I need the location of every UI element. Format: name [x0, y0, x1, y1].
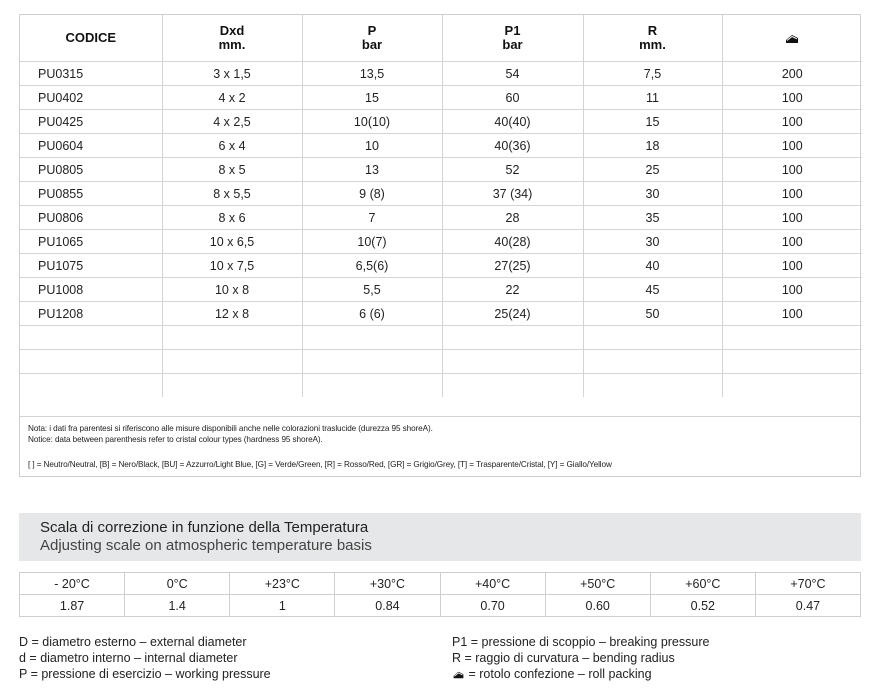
- cell-r: 11: [583, 86, 722, 110]
- cell-p1: 25(24): [442, 302, 583, 326]
- temperature-cell: +23°C: [230, 573, 335, 595]
- temperature-title-english: Adjusting scale on atmospheric temperature basis: [40, 537, 372, 554]
- cell-r: 35: [583, 206, 722, 230]
- table-row: [20, 110, 862, 134]
- empty-cell: [583, 350, 722, 374]
- factor-cell: 0.70: [440, 595, 545, 617]
- cell-codice: PU0855: [20, 182, 162, 206]
- spec-header-row: [20, 15, 862, 62]
- cell-r: 30: [583, 182, 722, 206]
- cell-qty: 100: [722, 134, 862, 158]
- temperature-cell: +60°C: [650, 573, 755, 595]
- factor-cell: 1.4: [125, 595, 230, 617]
- cell-p: 6,5(6): [302, 254, 442, 278]
- cell-r: 18: [583, 134, 722, 158]
- cell-p: 5,5: [302, 278, 442, 302]
- cell-codice: PU0315: [20, 62, 162, 86]
- notes-section: [20, 416, 860, 476]
- table-row: [20, 134, 862, 158]
- factor-row: [20, 595, 861, 617]
- cell-p1: 40(28): [442, 230, 583, 254]
- temperature-cell: +50°C: [545, 573, 650, 595]
- cell-dxd: 8 x 5: [162, 158, 302, 182]
- cell-qty: 100: [722, 206, 862, 230]
- cell-qty: 100: [722, 86, 862, 110]
- factor-cell: 1: [230, 595, 335, 617]
- empty-row: [20, 350, 862, 374]
- empty-cell: [722, 326, 862, 350]
- legend-d: d = diametro interno – internal diameter: [19, 651, 238, 665]
- legend-P1: P1 = pressione di scoppio – breaking pressure: [452, 635, 710, 649]
- cell-codice: PU0806: [20, 206, 162, 230]
- empty-row: [20, 374, 862, 398]
- cell-p: 13: [302, 158, 442, 182]
- cell-p1: 28: [442, 206, 583, 230]
- cell-p: 7: [302, 206, 442, 230]
- cell-p: 15: [302, 86, 442, 110]
- spec-table-panel: [19, 14, 861, 477]
- empty-cell: [162, 350, 302, 374]
- cell-dxd: 4 x 2: [162, 86, 302, 110]
- cell-dxd: 10 x 8: [162, 278, 302, 302]
- cell-p: 6 (6): [302, 302, 442, 326]
- cell-r: 15: [583, 110, 722, 134]
- empty-cell: [302, 374, 442, 398]
- temperature-title-italian: Scala di correzione in funzione della Temperatura: [40, 519, 369, 536]
- cell-p: 13,5: [302, 62, 442, 86]
- factor-cell: 0.84: [335, 595, 440, 617]
- header-dxd: Dxd mm.: [162, 15, 302, 62]
- note-english: Notice: data between parenthesis refer to cristal colour types (hardness 95 shoreA).: [28, 435, 323, 444]
- cell-r: 40: [583, 254, 722, 278]
- table-row: [20, 62, 862, 86]
- factor-cell: 1.87: [20, 595, 125, 617]
- cell-dxd: 8 x 6: [162, 206, 302, 230]
- cell-dxd: 10 x 6,5: [162, 230, 302, 254]
- table-row: [20, 158, 862, 182]
- empty-cell: [302, 326, 442, 350]
- cell-p1: 40(36): [442, 134, 583, 158]
- cell-codice: PU1065: [20, 230, 162, 254]
- empty-cell: [442, 326, 583, 350]
- spec-table: [20, 15, 862, 397]
- temperature-row: [20, 573, 861, 595]
- cell-codice: PU0425: [20, 110, 162, 134]
- empty-cell: [442, 374, 583, 398]
- cell-dxd: 8 x 5,5: [162, 182, 302, 206]
- cell-p: 10(7): [302, 230, 442, 254]
- empty-cell: [583, 374, 722, 398]
- legend-P: P = pressione di esercizio – working pressure: [19, 667, 271, 681]
- cell-qty: 100: [722, 302, 862, 326]
- temperature-cell: 0°C: [125, 573, 230, 595]
- empty-cell: [20, 350, 162, 374]
- legend-D: D = diametro esterno – external diameter: [19, 635, 247, 649]
- cell-r: 50: [583, 302, 722, 326]
- temperature-cell: +30°C: [335, 573, 440, 595]
- cell-dxd: 4 x 2,5: [162, 110, 302, 134]
- cell-qty: 100: [722, 158, 862, 182]
- legend-roll-text: = rotolo confezione – roll packing: [468, 667, 652, 681]
- cell-p1: 22: [442, 278, 583, 302]
- table-row: [20, 230, 862, 254]
- header-codice: CODICE: [65, 30, 117, 45]
- cell-qty: 100: [722, 254, 862, 278]
- empty-cell: [302, 350, 442, 374]
- factor-cell: 0.60: [545, 595, 650, 617]
- table-row: [20, 278, 862, 302]
- factor-cell: 0.47: [755, 595, 860, 617]
- note-italian: Nota: i dati fra parentesi si riferiscono alle misure disponibili anche nelle colorazioni traslucide (durezza 95 shoreA).: [28, 424, 433, 433]
- cell-p: 9 (8): [302, 182, 442, 206]
- cell-qty: 100: [722, 182, 862, 206]
- spec-body: [20, 62, 862, 398]
- cell-qty: 100: [722, 110, 862, 134]
- cell-codice: PU0604: [20, 134, 162, 158]
- header-roll-packing: [722, 15, 862, 62]
- temperature-table: [19, 572, 861, 617]
- cell-codice: PU0402: [20, 86, 162, 110]
- table-row: [20, 86, 862, 110]
- roll-packing-icon: [784, 33, 800, 45]
- table-row: [20, 182, 862, 206]
- header-p: P bar: [302, 15, 442, 62]
- table-row: [20, 206, 862, 230]
- temperature-banner: [19, 513, 861, 561]
- legend-left: [19, 634, 271, 682]
- empty-row: [20, 326, 862, 350]
- empty-cell: [722, 374, 862, 398]
- empty-cell: [20, 374, 162, 398]
- cell-r: 45: [583, 278, 722, 302]
- empty-cell: [722, 350, 862, 374]
- factor-cell: 0.52: [650, 595, 755, 617]
- table-row: [20, 254, 862, 278]
- cell-dxd: 3 x 1,5: [162, 62, 302, 86]
- cell-dxd: 10 x 7,5: [162, 254, 302, 278]
- cell-p1: 52: [442, 158, 583, 182]
- temperature-cell: +70°C: [755, 573, 860, 595]
- header-r: R mm.: [583, 15, 722, 62]
- legend-R: R = raggio di curvatura – bending radius: [452, 651, 675, 665]
- empty-cell: [583, 326, 722, 350]
- color-codes-legend: [ ] = Neutro/Neutral, [B] = Nero/Black, [BU] = Azzurro/Light Blue, [G] = Verde/Green, [R] = Rosso/Red, [GR] = Grigio/Grey, [T] = Trasparente/Cristal, [Y] = Giallo/Yellow: [28, 460, 612, 469]
- cell-codice: PU1208: [20, 302, 162, 326]
- cell-p1: 37 (34): [442, 182, 583, 206]
- temperature-cell: +40°C: [440, 573, 545, 595]
- empty-cell: [162, 326, 302, 350]
- table-row: [20, 302, 862, 326]
- header-p1: P1 bar: [442, 15, 583, 62]
- cell-codice: PU1008: [20, 278, 162, 302]
- cell-p1: 54: [442, 62, 583, 86]
- cell-dxd: 6 x 4: [162, 134, 302, 158]
- legend-right: [452, 634, 709, 682]
- cell-qty: 100: [722, 230, 862, 254]
- cell-qty: 200: [722, 62, 862, 86]
- temperature-cell: - 20°C: [20, 573, 125, 595]
- cell-r: 7,5: [583, 62, 722, 86]
- cell-p1: 27(25): [442, 254, 583, 278]
- cell-r: 30: [583, 230, 722, 254]
- empty-cell: [442, 350, 583, 374]
- cell-codice: PU0805: [20, 158, 162, 182]
- cell-p1: 60: [442, 86, 583, 110]
- cell-p: 10: [302, 134, 442, 158]
- cell-r: 25: [583, 158, 722, 182]
- cell-p: 10(10): [302, 110, 442, 134]
- cell-codice: PU1075: [20, 254, 162, 278]
- roll-packing-icon: [452, 670, 465, 680]
- cell-qty: 100: [722, 278, 862, 302]
- empty-cell: [20, 326, 162, 350]
- cell-dxd: 12 x 8: [162, 302, 302, 326]
- legend-roll: [452, 666, 709, 682]
- empty-cell: [162, 374, 302, 398]
- cell-p1: 40(40): [442, 110, 583, 134]
